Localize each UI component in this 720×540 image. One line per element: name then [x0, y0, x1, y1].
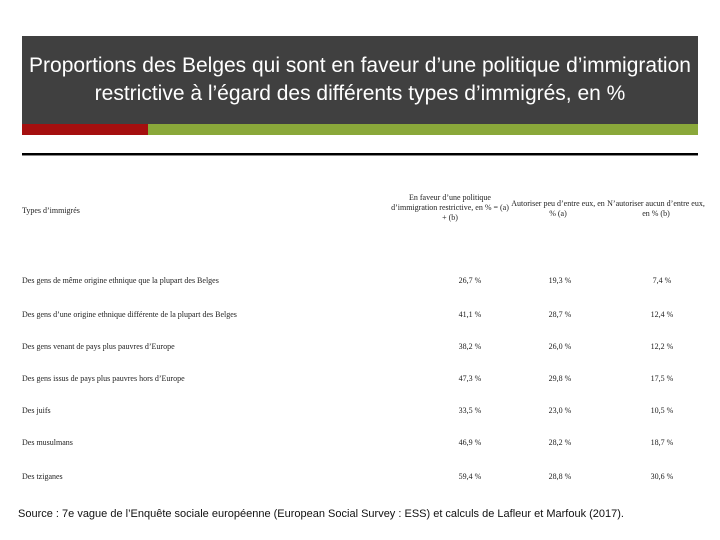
- row-few: 23,0 %: [548, 406, 572, 415]
- header-col-total: En faveur d’une politique d’immigration restrictive, en % = (a) + (b): [391, 193, 509, 222]
- row-total: 33,5 %: [458, 406, 482, 415]
- source-note: Source : 7e vague de l’Enquête sociale européenne (European Social Survey : ESS) et calculs de Lafleur et Marfouk (2017).: [18, 508, 624, 520]
- accent-bar-green: [148, 124, 698, 135]
- row-total: 59,4 %: [458, 472, 482, 481]
- header-col-none: N’autoriser aucun d’entre eux, en % (b): [607, 199, 705, 218]
- row-total: 26,7 %: [458, 276, 482, 285]
- row-total: 46,9 %: [458, 438, 482, 447]
- table-row: [22, 438, 698, 452]
- row-few: 19,3 %: [548, 276, 572, 285]
- row-label: Des gens venant de pays plus pauvres d’Europe: [22, 342, 175, 351]
- table-row: [22, 472, 698, 486]
- row-none: 10,5 %: [650, 406, 674, 415]
- table-row: [22, 406, 698, 420]
- table-row: [22, 342, 698, 356]
- table-row: [22, 374, 698, 388]
- table-row: [22, 276, 698, 290]
- row-none: 7,4 %: [652, 276, 672, 285]
- slide-title: Proportions des Belges qui sont en faveur d’une politique d’immigration restrictive à l’égard des différents types d’immigrés, en %: [22, 36, 698, 124]
- row-label: Des gens de même origine ethnique que la plupart des Belges: [22, 276, 219, 285]
- row-total: 47,3 %: [458, 374, 482, 383]
- row-label: Des gens d’une origine ethnique différente de la plupart des Belges: [22, 310, 237, 319]
- row-total: 41,1 %: [458, 310, 482, 319]
- row-none: 17,5 %: [650, 374, 674, 383]
- row-none: 12,2 %: [650, 342, 674, 351]
- header-col-few: Autoriser peu d’entre eux, en % (a): [511, 199, 605, 218]
- row-label: Des juifs: [22, 406, 51, 415]
- header-immigrant-types: Types d’immigrés: [22, 206, 80, 215]
- row-none: 30,6 %: [650, 472, 674, 481]
- row-none: 18,7 %: [650, 438, 674, 447]
- table-row: [22, 310, 698, 324]
- row-label: Des gens issus de pays plus pauvres hors d’Europe: [22, 374, 185, 383]
- row-none: 12,4 %: [650, 310, 674, 319]
- accent-bar-red: [22, 124, 148, 135]
- table-top-rule-thin: [22, 155, 698, 156]
- row-label: Des musulmans: [22, 438, 73, 447]
- row-total: 38,2 %: [458, 342, 482, 351]
- row-few: 29,8 %: [548, 374, 572, 383]
- row-few: 28,8 %: [548, 472, 572, 481]
- row-label: Des tziganes: [22, 472, 63, 481]
- row-few: 28,7 %: [548, 310, 572, 319]
- row-few: 26,0 %: [548, 342, 572, 351]
- row-few: 28,2 %: [548, 438, 572, 447]
